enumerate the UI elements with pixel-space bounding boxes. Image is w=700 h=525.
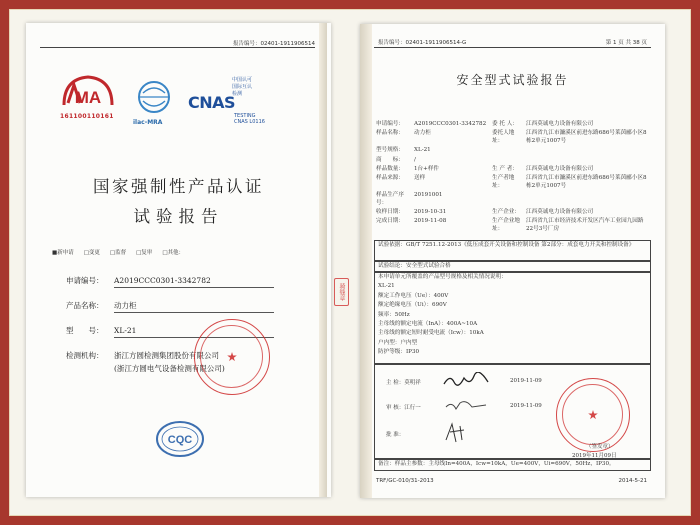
cma-number: 161100110161: [60, 113, 114, 120]
desc-line: 主母线的额定电流（InA）：400A~10A: [378, 321, 478, 328]
report-number-header: 报告编号：02401-1911906514-G: [378, 40, 467, 46]
application-category-row: [52, 248, 184, 256]
table-row: 型号规格： XL-21: [376, 147, 431, 154]
signature-scribble: [442, 397, 492, 413]
table-row: 样品数量： 1台+样件 生 产 者： 江西莫诚电力设备有限公司: [376, 166, 594, 173]
desc-line: 防护等级：IP30: [378, 349, 420, 356]
test-basis-box: [374, 240, 651, 261]
form-code: TRF/GC-010/31-2013: [376, 478, 434, 484]
cover-page: [26, 23, 331, 497]
signature-scribble: [442, 372, 492, 388]
report-title: 安全型式试验报告: [456, 73, 569, 87]
red-seal-stamp: [194, 319, 270, 395]
approval-date: 2019年11月09日: [572, 453, 617, 459]
signer-date: 2019-11-09: [510, 403, 542, 409]
header-rule: [40, 47, 315, 48]
table-row: 完成日期： 2019-11-08 生产企业地址： 江西省九江市经济技术开发区汽车工业园九园路22号3号厂房: [376, 218, 644, 232]
desc-line: 额定工作电压（Ue）：400V: [378, 292, 449, 299]
report-info-table: [374, 120, 651, 234]
cnas-cn-text: 中国认可 国际互认 检测: [232, 77, 253, 97]
category-new: ■新申请: [52, 250, 74, 256]
table-row: 样品生产序号： 20191001: [376, 192, 443, 206]
cma-logo: [60, 73, 116, 111]
desc-line: 户内型：户内型: [378, 339, 418, 346]
table-row: 样品名称： 动力柜 委托人地址： 江西省九江市濂溪区前进东路686号莱茵郦小区8栋2单元1007号: [376, 130, 647, 144]
ilac-logo: [134, 79, 174, 123]
side-seam-stamp: 骑缝章: [334, 278, 349, 306]
svg-text:CQC: CQC: [167, 434, 193, 446]
field-model: 型 号： XL-21: [66, 326, 137, 335]
report-title-line1: 国家强制性产品认证: [93, 177, 264, 196]
category-other: □其他：: [162, 250, 185, 256]
report-title-line2: 试验报告: [133, 207, 224, 226]
issuing-seal-stamp: [556, 378, 630, 452]
test-conclusion: 试验结论：安全型式试验合格: [378, 263, 451, 269]
svg-text:MA: MA: [74, 88, 102, 107]
field-application-no: 申请编号： A2019CCC0301-3342782: [66, 276, 211, 285]
underline: [114, 312, 274, 313]
table-row: 样品来源： 送样 生产者地址： 江西省九江市濂溪区前进东路686号莱茵郦小区8栋2单元1007号: [376, 175, 647, 189]
product-description-box: [374, 272, 651, 364]
test-basis: 试验依据：GB/T 7251.12-2013《低压成套开关设备和控制设备 第2部分：成套电力开关和控制设备》: [378, 242, 635, 248]
table-row: 申请编号： A2019CCC0301-3342782 委 托 人： 江西莫诚电力设备有限公司: [376, 121, 594, 127]
cqc-logo: [154, 419, 206, 459]
underline: [114, 287, 274, 288]
category-supervision: □监督: [109, 250, 127, 256]
header-rule: [374, 47, 651, 48]
page-info: 第 1 页 共 38 页: [605, 40, 647, 46]
ilac-label: ilac-MRA: [133, 119, 163, 126]
page-binding: [319, 23, 327, 497]
signer-main-inspector: 主 检：莫明祥: [386, 380, 421, 386]
form-date: 2014-5-21: [618, 478, 647, 484]
category-review: □复审: [136, 250, 153, 256]
signer-date: 2019-11-09: [510, 378, 542, 384]
seal-label: （签发章）: [586, 444, 614, 450]
product-description-title: 本申请单元所覆盖的产品型号规格及相关情况说明：: [378, 274, 507, 280]
table-row: 商 标： /: [376, 156, 416, 163]
desc-line: 额定绝缘电压（Ui）：690V: [378, 302, 447, 309]
accreditation-logos: [60, 73, 300, 129]
desc-line: 频率：50Hz: [378, 311, 410, 318]
desc-line: 主母线的额定短时耐受电流（Icw）：10kA: [378, 330, 484, 337]
desc-line: XL-21: [378, 283, 395, 290]
remark: 备注：样品主参数：主母线In=400A，Icw=10kA，Ue=400V，Ui=690V，50Hz，IP30。: [378, 461, 615, 467]
report-number-header: 报告编号：02401-1911906514: [233, 41, 315, 47]
table-row: 收样日期： 2019-10-31 生产企业： 江西莫诚电力设备有限公司: [376, 209, 594, 216]
cnas-word: CNAS: [188, 93, 236, 112]
page-binding: [360, 24, 372, 498]
testing-lab-subsidiary: (浙江方圆电气设备检测有限公司): [114, 364, 225, 373]
test-report-page: [360, 24, 665, 498]
field-product-name: 产品名称： 动力柜: [66, 301, 137, 310]
remark-box: [374, 459, 651, 471]
signer-reviewer: 审 核：江行一: [386, 405, 421, 411]
conclusion-box: [374, 261, 651, 272]
signer-approver: 批 准：: [386, 432, 405, 438]
signature-scribble: [442, 422, 472, 444]
field-testing-lab: 检测机构： 浙江方圆检测集团股份有限公司: [66, 351, 219, 360]
cnas-sub-text: TESTING CNAS L0116: [234, 113, 265, 125]
category-change: □变更: [83, 250, 100, 256]
